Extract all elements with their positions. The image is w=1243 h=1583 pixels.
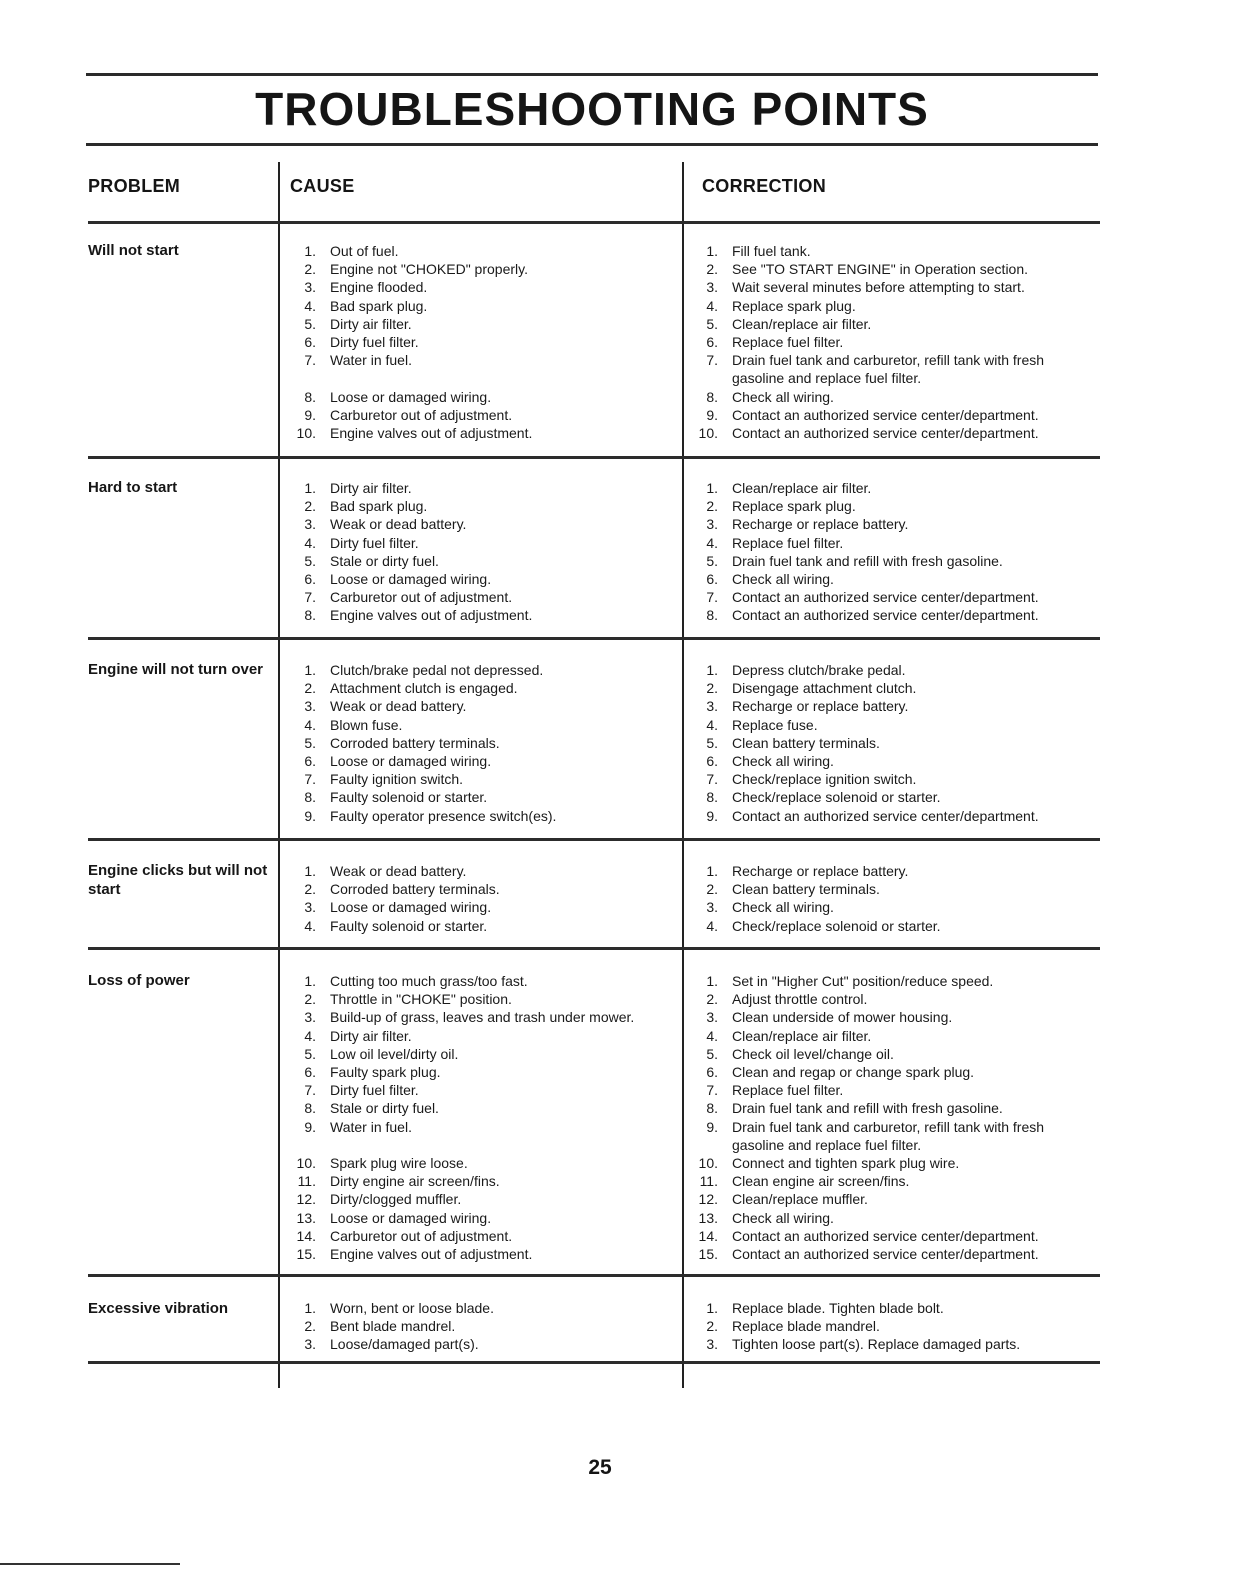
cause-list [290, 661, 670, 825]
list-item: 1. Worn, bent or loose blade. [304, 1300, 494, 1316]
list-item: 9. Faulty operator presence switch(es). [304, 807, 557, 824]
list-item: 2. Corroded battery terminals. [304, 881, 500, 898]
list-item: 2. Throttle in "CHOKE" position. [304, 991, 512, 1008]
list-item: 9. Drain fuel tank and carburetor, refill tank with fresh gasoline and replace fuel filter. [706, 1118, 1045, 1153]
list-item: 8. Loose or damaged wiring. [304, 388, 492, 405]
list-item: 1. Weak or dead battery. [304, 863, 467, 879]
list-item: 3. Build-up of grass, leaves and trash under mower. [304, 1009, 635, 1026]
list-spacer [290, 1136, 670, 1154]
section-separator [88, 456, 1100, 459]
cause-list [290, 862, 670, 935]
list-item: 8. Drain fuel tank and refill with fresh gasoline. [706, 1100, 1003, 1117]
list-item: 4. Replace fuse. [706, 716, 818, 733]
correction-list [692, 479, 1082, 625]
list-item: 6. Faulty spark plug. [304, 1064, 441, 1081]
problem-label: Excessive vibration [88, 1300, 229, 1317]
list-item: 14. Contact an authorized service center/department. [698, 1227, 1039, 1244]
cause-list [290, 242, 670, 442]
list-item: 8. Stale or dirty fuel. [304, 1100, 439, 1117]
section-separator [88, 1274, 1100, 1277]
section-separator [88, 1361, 1100, 1364]
list-item: 2. See "TO START ENGINE" in Operation section. [706, 261, 1029, 278]
list-spacer [290, 369, 670, 387]
correction-list [692, 661, 1082, 825]
problem-label: Hard to start [88, 479, 178, 496]
list-item: 7. Contact an authorized service center/department. [706, 589, 1039, 606]
list-item: 9. Contact an authorized service center/department. [706, 406, 1039, 423]
column-header-problem: PROBLEM [88, 176, 181, 196]
list-item: 10. Engine valves out of adjustment. [296, 425, 533, 442]
correction-list [692, 862, 1082, 935]
list-item: 8. Faulty solenoid or starter. [304, 789, 488, 806]
list-item: 1. Depress clutch/brake pedal. [706, 662, 906, 678]
problem-label: Loss of power [88, 972, 190, 989]
list-item: 7. Carburetor out of adjustment. [304, 589, 513, 606]
list-item: 15. Engine valves out of adjustment. [296, 1246, 533, 1263]
list-item: 3. Weak or dead battery. [304, 516, 467, 533]
list-item: 6. Loose or damaged wiring. [304, 571, 492, 588]
list-item: 2. Replace spark plug. [706, 498, 856, 515]
list-item: 1. Fill fuel tank. [706, 243, 811, 259]
list-item: 1. Clutch/brake pedal not depressed. [304, 662, 544, 678]
list-item: 10. Spark plug wire loose. [296, 1155, 468, 1172]
list-item: 3. Loose/damaged part(s). [304, 1336, 479, 1353]
list-item: 6. Clean and regap or change spark plug. [706, 1064, 975, 1081]
list-item: 5. Clean/replace air filter. [706, 315, 872, 332]
list-item: 4. Blown fuse. [304, 716, 403, 733]
list-item: 15. Contact an authorized service center/department. [698, 1246, 1039, 1263]
list-item: 13. Check all wiring. [698, 1209, 834, 1226]
section-separator [88, 637, 1100, 640]
column-divider-cause [278, 162, 280, 1388]
list-item: 7. Replace fuel filter. [706, 1082, 844, 1099]
footer-rule [0, 1563, 180, 1565]
correction-list [692, 1299, 1082, 1354]
list-item: 3. Tighten loose part(s). Replace damaged parts. [706, 1336, 1021, 1353]
problem-label: Engine clicks but will not start [88, 862, 268, 898]
list-item: 5. Clean battery terminals. [706, 734, 880, 751]
list-item: 1. Set in "Higher Cut" position/reduce speed. [706, 973, 994, 989]
list-item: 5. Drain fuel tank and refill with fresh gasoline. [706, 552, 1003, 569]
section-separator [88, 947, 1100, 950]
list-item: 6. Dirty fuel filter. [304, 334, 419, 351]
list-item: 1. Recharge or replace battery. [706, 863, 909, 879]
cause-list [290, 972, 670, 1263]
list-item: 4. Bad spark plug. [304, 297, 428, 314]
list-item: 2. Engine not "CHOKED" properly. [304, 261, 528, 278]
list-item: 3. Loose or damaged wiring. [304, 899, 492, 916]
list-item: 8. Engine valves out of adjustment. [304, 607, 533, 624]
column-header-correction: CORRECTION [702, 176, 826, 196]
list-item: 6. Loose or damaged wiring. [304, 753, 492, 770]
list-item: 12. Clean/replace muffler. [698, 1191, 868, 1208]
header-separator [88, 221, 1100, 224]
list-item: 6. Check all wiring. [706, 571, 834, 588]
list-item: 5. Low oil level/dirty oil. [304, 1045, 459, 1062]
list-item: 8. Check all wiring. [706, 388, 834, 405]
list-item: 1. Out of fuel. [304, 243, 399, 259]
list-item: 11. Clean engine air screen/fins. [699, 1173, 910, 1190]
list-item: 2. Bad spark plug. [304, 498, 428, 515]
list-item: 11. Dirty engine air screen/fins. [297, 1173, 500, 1190]
list-item: 4. Clean/replace air filter. [706, 1027, 872, 1044]
list-item: 3. Recharge or replace battery. [706, 516, 909, 533]
list-item: 2. Replace blade mandrel. [706, 1318, 880, 1335]
list-item: 8. Contact an authorized service center/department. [706, 607, 1039, 624]
correction-list [692, 972, 1082, 1263]
list-item: 3. Recharge or replace battery. [706, 698, 909, 715]
list-item: 10. Connect and tighten spark plug wire. [698, 1155, 960, 1172]
list-item: 7. Drain fuel tank and carburetor, refill tank with fresh gasoline and replace fuel filter. [706, 352, 1045, 387]
list-item: 7. Check/replace ignition switch. [706, 771, 917, 788]
list-item: 1. Clean/replace air filter. [706, 480, 872, 496]
list-item: 7. Faulty ignition switch. [304, 771, 464, 788]
list-item: 4. Faulty solenoid or starter. [304, 917, 488, 934]
list-item: 4. Dirty fuel filter. [304, 534, 419, 551]
section-separator [88, 838, 1100, 841]
list-item: 2. Attachment clutch is engaged. [304, 680, 518, 697]
list-item: 6. Replace fuel filter. [706, 334, 844, 351]
list-item: 5. Dirty air filter. [304, 315, 412, 332]
list-item: 6. Check all wiring. [706, 753, 834, 770]
list-item: 2. Disengage attachment clutch. [706, 680, 917, 697]
list-item: 9. Carburetor out of adjustment. [304, 406, 513, 423]
list-item: 9. Contact an authorized service center/department. [706, 807, 1039, 824]
list-item: 3. Weak or dead battery. [304, 698, 467, 715]
list-item: 7. Dirty fuel filter. [304, 1082, 419, 1099]
list-item: 4. Replace fuel filter. [706, 534, 844, 551]
title-bottom-rule [86, 143, 1098, 146]
problem-label: Will not start [88, 242, 179, 259]
page-title: TROUBLESHOOTING POINTS [255, 83, 929, 135]
list-item: 3. Engine flooded. [304, 279, 428, 296]
cause-list [290, 1299, 670, 1354]
list-item: 4. Replace spark plug. [706, 297, 856, 314]
list-item: 10. Contact an authorized service center/department. [698, 425, 1039, 442]
list-item: 2. Bent blade mandrel. [304, 1318, 456, 1335]
list-item: 3. Wait several minutes before attempting to start. [706, 279, 1025, 296]
list-item: 8. Check/replace solenoid or starter. [706, 789, 941, 806]
list-item: 2. Clean battery terminals. [706, 881, 880, 898]
list-item: 5. Stale or dirty fuel. [304, 552, 439, 569]
list-item: 1. Replace blade. Tighten blade bolt. [706, 1300, 944, 1316]
list-item: 3. Check all wiring. [706, 899, 834, 916]
list-item: 7. Water in fuel. [304, 352, 412, 369]
list-item: 13. Loose or damaged wiring. [296, 1209, 492, 1226]
list-item: 5. Check oil level/change oil. [706, 1045, 894, 1062]
list-item: 5. Corroded battery terminals. [304, 734, 500, 751]
title-top-rule [86, 73, 1098, 76]
list-item: 9. Water in fuel. [304, 1118, 412, 1135]
list-item: 14. Carburetor out of adjustment. [296, 1227, 513, 1244]
list-item: 4. Check/replace solenoid or starter. [706, 917, 941, 934]
column-header-cause: CAUSE [290, 176, 355, 196]
list-item: 3. Clean underside of mower housing. [706, 1009, 953, 1026]
list-item: 1. Dirty air filter. [304, 480, 412, 496]
list-item: 12. Dirty/clogged muffler. [296, 1191, 462, 1208]
list-item: 1. Cutting too much grass/too fast. [304, 973, 528, 989]
correction-list [692, 242, 1082, 442]
cause-list [290, 479, 670, 625]
column-divider-correction [682, 162, 684, 1388]
page-number: 25 [588, 1456, 612, 1479]
problem-label: Engine will not turn over [88, 661, 264, 678]
list-item: 4. Dirty air filter. [304, 1027, 412, 1044]
list-item: 2. Adjust throttle control. [706, 991, 868, 1008]
